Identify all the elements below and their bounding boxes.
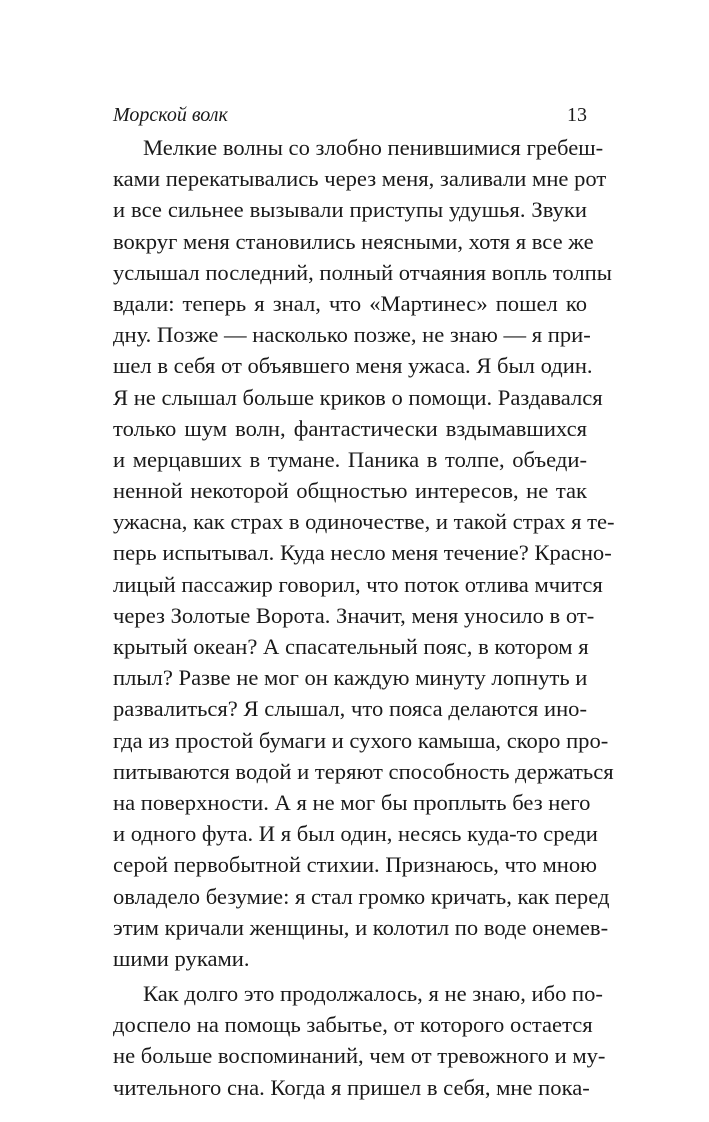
text-line: ненной некоторой общностью интересов, не так	[113, 478, 587, 504]
text-line: на поверхности. А я не мог бы проплыть без него	[113, 789, 591, 815]
text-line: лицый пассажир говорил, что поток отлива мчится	[113, 571, 603, 597]
text-line: только шум волн, фантастически вздымавшихся	[113, 415, 587, 441]
running-header	[113, 100, 587, 130]
book-title: Морской волк	[113, 104, 228, 126]
text-line: гда из простой бумаги и сухого камыша, скоро про-	[113, 727, 609, 753]
text-line: и одного фута. И я был один, несясь куда-то среди	[113, 821, 598, 847]
text-line: чительного сна. Когда я пришел в себя, мне пока-	[113, 1074, 590, 1100]
text-line: шими руками.	[113, 945, 250, 971]
paragraph	[113, 978, 606, 1103]
text-line: вдали: теперь я знал, что «Мартинес» пошел ко	[113, 290, 587, 316]
body-text	[113, 132, 615, 1103]
text-line: и мерцавших в тумане. Паника в толпе, объеди-	[113, 446, 587, 472]
page-number: 13	[567, 104, 587, 126]
text-line: Мелкие волны со злобно пенившимися гребеш-	[143, 135, 604, 160]
text-line: доспело на помощь забытье, от которого остается	[113, 1012, 593, 1038]
text-line: плыл? Разве не мог он каждую минуту лопнуть и	[113, 665, 588, 691]
text-line: этим кричали женщины, и колотил по воде онемев-	[113, 914, 609, 940]
text-line: Как долго это продолжалось, я не знаю, ибо по-	[143, 981, 603, 1007]
text-line: овладело безумие: я стал громко кричать, как перед	[113, 883, 610, 909]
paragraph	[113, 132, 615, 974]
text-line: услышал последний, полный отчаяния вопль толпы	[113, 259, 612, 285]
text-line: не больше воспоминаний, чем от тревожного и му-	[113, 1043, 606, 1069]
text-line: через Золотые Ворота. Значит, меня уносило в от-	[113, 602, 595, 628]
text-line: ужасна, как страх в одиночестве, и такой страх я те-	[113, 509, 615, 535]
text-line: дну. Позже — насколько позже, не знаю — я при-	[113, 322, 591, 348]
text-line: серой первобытной стихии. Признаюсь, что мною	[113, 852, 598, 878]
text-line: вокруг меня становились неясными, хотя я все же	[113, 228, 594, 254]
text-line: развалиться? Я слышал, что пояса делаются ино-	[113, 696, 587, 722]
text-line: питываются водой и теряют способность держаться	[113, 758, 614, 784]
text-line: Я не слышал больше криков о помощи. Раздавался	[113, 384, 603, 410]
text-line: шел в себя от объявшего меня ужаса. Я был один.	[113, 353, 593, 379]
text-line: крытый океан? А спасательный пояс, в котором я	[113, 634, 589, 659]
text-line: и все сильнее вызывали приступы удушья. Звуки	[113, 197, 587, 223]
text-line: перь испытывал. Куда несло меня течение? Красно-	[113, 540, 612, 566]
text-line: ками перекатывались через меня, заливали мне рот	[113, 166, 607, 192]
